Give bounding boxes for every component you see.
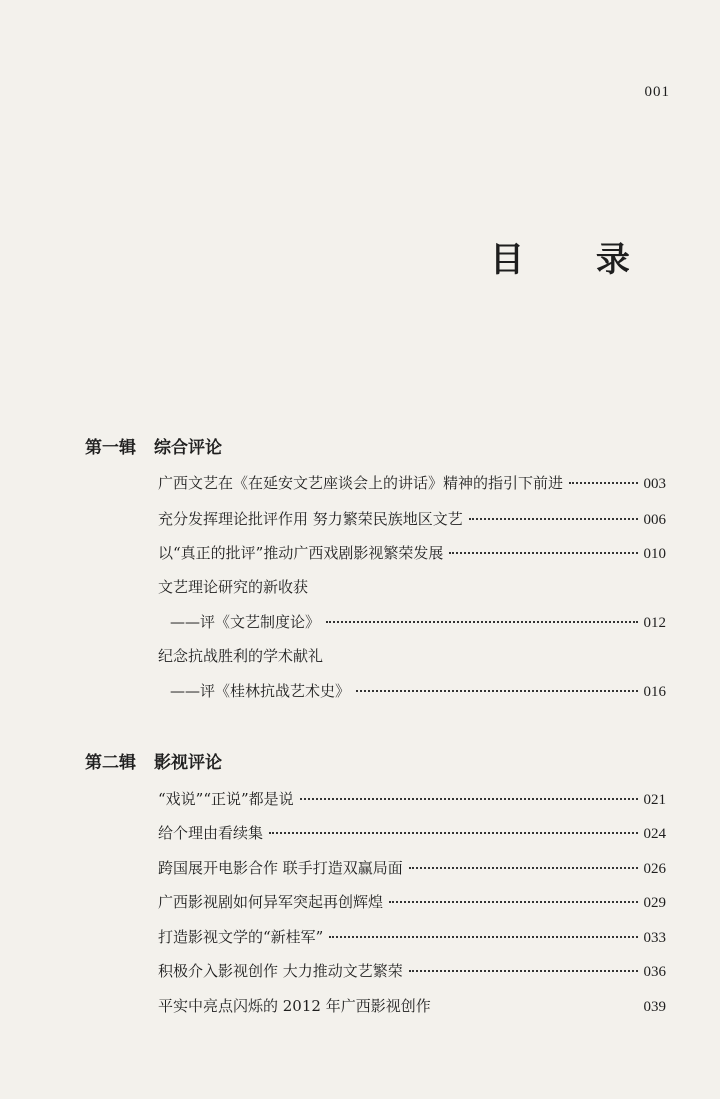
- entry-page: 010: [643, 546, 666, 562]
- leader-dots: [449, 552, 637, 554]
- section-name: 综合评论: [154, 438, 222, 458]
- entry-page: 039: [643, 999, 666, 1015]
- section-label: 第二辑: [85, 753, 136, 773]
- toc-entry[interactable]: [170, 680, 666, 701]
- section-label: 第一辑: [85, 438, 136, 458]
- leader-dots: [326, 621, 637, 623]
- page-title: 目 录: [490, 240, 660, 280]
- toc-entry[interactable]: [158, 508, 666, 529]
- toc-entry[interactable]: [158, 995, 666, 1016]
- entry-page: 012: [643, 615, 666, 631]
- page-number: 001: [644, 84, 670, 100]
- entry-page: 026: [643, 861, 666, 877]
- entry-title: 广西影视剧如何异军突起再创辉煌: [158, 893, 384, 911]
- toc-entry[interactable]: [158, 960, 666, 981]
- entry-page: 036: [643, 964, 666, 980]
- entry-title: ——评《文艺制度论》: [170, 613, 321, 631]
- leader-dots: [389, 901, 637, 903]
- entry-title: 打造影视文学的“新桂军”: [158, 928, 324, 946]
- entry-title: 积极介入影视创作 大力推动文艺繁荣: [158, 962, 403, 980]
- toc-entry-heading[interactable]: 纪念抗战胜利的学术献礼: [158, 647, 324, 665]
- toc-entry[interactable]: [158, 472, 666, 493]
- toc-entry[interactable]: [170, 611, 666, 632]
- entry-page: 021: [643, 792, 666, 808]
- entry-page: 006: [643, 512, 666, 528]
- leader-dots: [300, 798, 638, 800]
- toc-entry[interactable]: [158, 822, 666, 843]
- entry-title: 给个理由看续集: [158, 824, 264, 842]
- toc-entry[interactable]: [158, 891, 666, 912]
- entry-page: 033: [643, 930, 666, 946]
- section-name: 影视评论: [154, 753, 222, 773]
- leader-dots: [469, 518, 638, 520]
- leader-dots: [269, 832, 637, 834]
- entry-title: 广西文艺在《在延安文艺座谈会上的讲话》精神的指引下前进: [158, 474, 564, 492]
- section-heading-1: [85, 433, 222, 458]
- leader-dots: [569, 482, 637, 484]
- toc-entry[interactable]: [158, 857, 666, 878]
- toc-entry[interactable]: [158, 926, 666, 947]
- toc-entry[interactable]: [158, 788, 666, 809]
- entry-title: “戏说”“正说”都是说: [158, 790, 294, 808]
- entry-title: 平实中亮点闪烁的 2012 年广西影视创作: [158, 997, 431, 1015]
- toc-entry[interactable]: [158, 542, 666, 563]
- leader-dots: [329, 936, 637, 938]
- leader-dots: [409, 970, 638, 972]
- entry-page: 024: [643, 826, 666, 842]
- entry-page: 029: [643, 895, 666, 911]
- leader-dots: [356, 690, 637, 692]
- entry-title: 跨国展开电影合作 联手打造双赢局面: [158, 859, 403, 877]
- entry-title: 以“真正的批评”推动广西戏剧影视繁荣发展: [158, 544, 444, 562]
- entry-title: 充分发挥理论批评作用 努力繁荣民族地区文艺: [158, 510, 463, 528]
- toc-entry-heading[interactable]: 文艺理论研究的新收获: [158, 578, 309, 596]
- entry-page: 003: [643, 476, 666, 492]
- section-heading-2: [85, 748, 222, 773]
- entry-title: ——评《桂林抗战艺术史》: [170, 682, 351, 700]
- entry-page: 016: [643, 684, 666, 700]
- leader-dots: [409, 867, 638, 869]
